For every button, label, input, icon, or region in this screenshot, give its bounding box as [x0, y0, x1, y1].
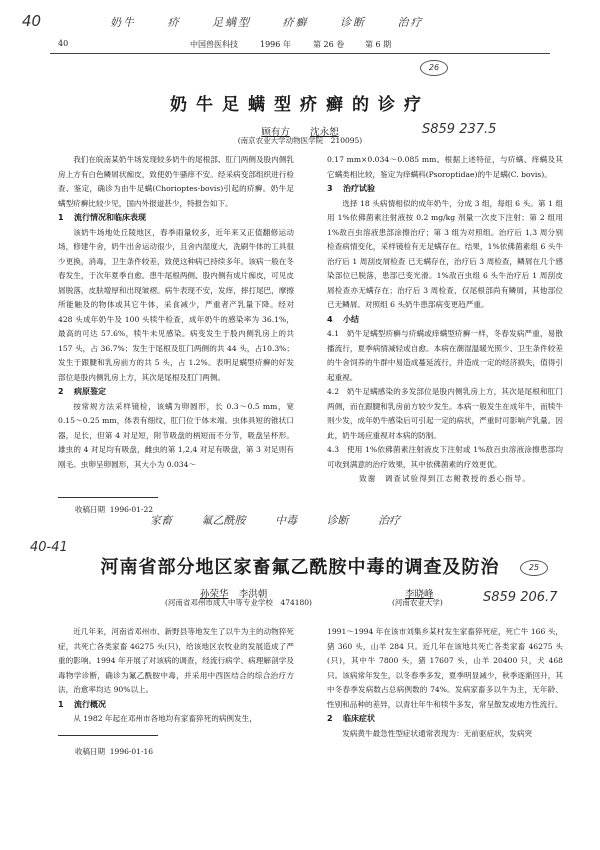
section-body: 选择 18 头病情相似的成年奶牛，分成 3 组，每组 6 头。第 1 组用 1%依佛菌素注射液按 0.2 mg/kg 剂量一次皮下注射；第 2 组用 1%敌百虫溶液患部涂擦治疗；第 3 组为对照组。治疗后 1,3 周分别检查病情变化，采样镜检有无足螨存在。结果，1%依佛菌素组 6 头牛治疗后 1 周刮皮屑检查 已无螨存在，治疗后 3 周检查，鳞屑在几个感染部位已脱落，患部已变光滑。1%敌百虫组 6 头牛治疗后 1 周刮皮屑检查亦无螨存在；治疗后 3 周检查，仅尾根部尚有鳞屑，其他部位已无鳞屑。对照组 6 头奶牛患部病变更趋严重。 — [327, 198, 563, 309]
article2-classification-note: S859 206.7 — [483, 590, 558, 605]
handwritten-keywords-top — [110, 14, 424, 30]
summary-item: 4.2 奶牛足螨感染的多发部位是股内侧乳房上方，其次是尾根和肛门两侧，而在跟腱和乳房前方较少发生。本病一般发生在成年牛，而犊牛则少发，成年奶牛感染后可引起一定的病状，严重时可影响产乳量。因此，奶牛场应重视对本病的防制。 — [327, 387, 563, 440]
continuation-text: 1991～1994 年在该市刘集乡某村发生家畜猝死症，死亡牛 166 头，猪 360 头，山羊 284 只。近几年在该地共死亡各类家畜 46275 头(只)，其中牛 7800 头，猪 17607 头，山羊 20400 只，犬 468 只。该病常年发生，以冬春季多发，夏季明显减少，秋季逐渐回升，其中冬春季发病数占总病例数的 74%。发病家畜多以牛为主，无年龄、性别和品种的差异，以青壮年牛和犊牛多发，常呈散发或地方性流行。 — [327, 627, 563, 709]
hw-kw: 足螨型 — [212, 16, 251, 29]
article2-circled-mark: 25 — [520, 560, 548, 576]
running-header-issue: 第 6 期 — [365, 40, 392, 49]
section-heading: 3 治疗试验 — [327, 184, 375, 193]
section-heading: 2 临床症状 — [327, 714, 375, 723]
section-body: 按常规方法采样镜检，该螨为卵圆形，长 0.3～0.5 mm，宽 0.15～0.25 mm，体表有细纹，肛门位于体末端。虫体具短的锥状口器，足长，但第 4 对足短，附节吸盘的柄短而不分节，吸盘呈杯形。雄虫的 4 对足均有吸盘，雌虫的第 1,2,4 对足有吸盘，第 3 对足则有刚毛。虫卵呈卵圆形，其大小为 0.034～ — [58, 401, 294, 469]
running-header-volume: 第 26 卷 — [313, 40, 345, 49]
continuation-text: 0.17 mm×0.034～0.085 mm。根据上述特征，与疥螨、痒螨及其它螨类相比较，鉴定为痒螨科(Psoroptidae)的牛足螨(C. bovis)。 — [327, 155, 563, 179]
handwritten-page-number: 40 — [22, 12, 42, 30]
article1-right-column — [327, 153, 563, 487]
section-body: 从 1982 年起在邓州市各地均有家畜猝死的病例发生， — [73, 714, 257, 723]
article1-intro: 我们在皖南某奶牛场发现较多奶牛的尾根部、肛门两侧及股内侧乳房上方有白色鳞屑状痂皮，致使奶牛骚痒不安。经采病变部组织进行检查、鉴定，确诊为由牛足螨(Chorioptes-bovis)引起的疥癣。奶牛足螨型疥癣比较少见，国内外报道甚少，特报告如下。 — [58, 155, 294, 208]
footnote-rule — [58, 735, 158, 736]
section-heading: 1 流行情况和临床表现 — [58, 213, 146, 222]
running-header-journal: 中国兽医科技 — [190, 40, 238, 49]
article2-title: 河南省部分地区家畜氟乙酰胺中毒的调查及防治 — [100, 557, 500, 578]
article1-title: 奶牛足螨型疥癣的诊疗 — [170, 95, 430, 115]
article2-affiliation1: (河南省邓州市成人中等专业学校 474180) — [165, 598, 312, 607]
article2-intro: 近几年来，河南省邓州市、新野县等地发生了以牛为主的动物猝死症，共死亡各类家畜 46275 头(只)，给该地区农牧业的发展造成了严重的影响。1994 年开展了对该病的调查，经流行病学、病理解剖学及毒物学诊断，确诊为氟乙酰胺中毒，并采用中西医结合的综合治疗方法，治愈率均达 90%以上。 — [58, 627, 294, 694]
acknowledgement: 致谢 调查试验得到江志鲋教授的悉心指导。 — [359, 474, 531, 483]
article2-authors-group2: 李晓峰 — [405, 589, 434, 600]
article2-authors-group1: 孙荣华 李洪朝 — [200, 589, 268, 600]
hw-kw: 疥癣 — [282, 16, 309, 29]
section-body: 发病黄牛最急性型症状通常表现为：无前驱症状，发病突 — [342, 728, 533, 738]
article2-received: 收稿日期 1996-01-16 — [75, 747, 154, 756]
hw-kw: 疥 — [167, 16, 181, 29]
summary-item: 4.3 使用 1%依佛菌素注射液皮下注射或 1%敌百虫溶液涂擦患部均可收到满意的治疗效果，其中依佛菌素的疗效更优。 — [327, 445, 563, 469]
article1-received: 收稿日期 1996-01-22 — [75, 505, 154, 514]
author-name: 沈永恕 — [310, 127, 339, 138]
running-header-page-number: 40 — [58, 39, 69, 48]
author-name: 顾有方 — [261, 127, 290, 138]
article1-classification-note: S859 237.5 — [422, 122, 497, 137]
section-body: 该奶牛场地处丘陵地区，春季雨量较多，近年来又正值翻修运动场，修建牛舍，奶牛出舍运动很少，且舍内湿度大，洗刷牛体的工具很少更换，消毒，卫生条件较差，致使这种病已持续多年。该病一般在冬春发生，于次年夏季自愈。患牛尾根两侧、股内侧有成片痂皮，可见皮屑脱落，皮肤增厚和出现皱褶。病牛表现不安，发痒，摔打尾巴，摩擦所能触及的物体或其它牛体，采食减少，严重者产乳量下降。经对 428 头成年奶牛及 100 头犊牛检查，成年奶牛的感染率为 36.1%，最高的可达 57.6%，犊牛未见感染。病变发生于股内侧乳房上的共 157 头，占 36.7%；发生于尾根及肛门两侧的共 44 头，占10.3%；发生于跟腱和乳房前方的共 5 头，占 1.2%。表明足螨型疥癣的好发部位是股内侧乳房上方，其次是尾根及肛门两侧。 — [58, 227, 294, 382]
article2-left-column — [58, 625, 294, 727]
hw-kw: 奶牛 — [110, 16, 136, 29]
hw-kw: 诊断 — [340, 16, 366, 29]
article1-left-column — [58, 153, 294, 472]
article1-circled-mark: 26 — [420, 60, 448, 76]
handwritten-keywords-bottom: 家畜 氟乙酰胺 中毒 诊断 治疗 — [150, 514, 400, 527]
footnote-rule — [58, 497, 158, 498]
article1-affiliation: (南京农业大学动物医学院 210095) — [237, 136, 363, 145]
section-heading: 1 流行概况 — [58, 699, 106, 709]
header-rule — [50, 53, 550, 54]
hw-kw: 治疗 — [397, 16, 424, 29]
section-heading: 4 小结 — [327, 314, 359, 324]
summary-item: 4.1 奶牛足螨型疥癣与疥螨或痒螨型疥癣一样，冬春发病严重，易散播流行，夏季病情减轻或自愈。本病在潮湿温暖光照少、卫生条件较差的牛舍饲养的牛群中易造成蔓延流行，并造成一定的经济损失，值得引起重视。 — [327, 329, 563, 382]
article2-handwritten-range: 40-41 — [30, 540, 68, 555]
article2-affiliation2: (河南农业大学) — [392, 598, 443, 607]
section-heading: 2 病原鉴定 — [58, 387, 106, 396]
running-header-year: 1996 年 — [260, 40, 291, 49]
article2-right-column — [327, 625, 563, 741]
